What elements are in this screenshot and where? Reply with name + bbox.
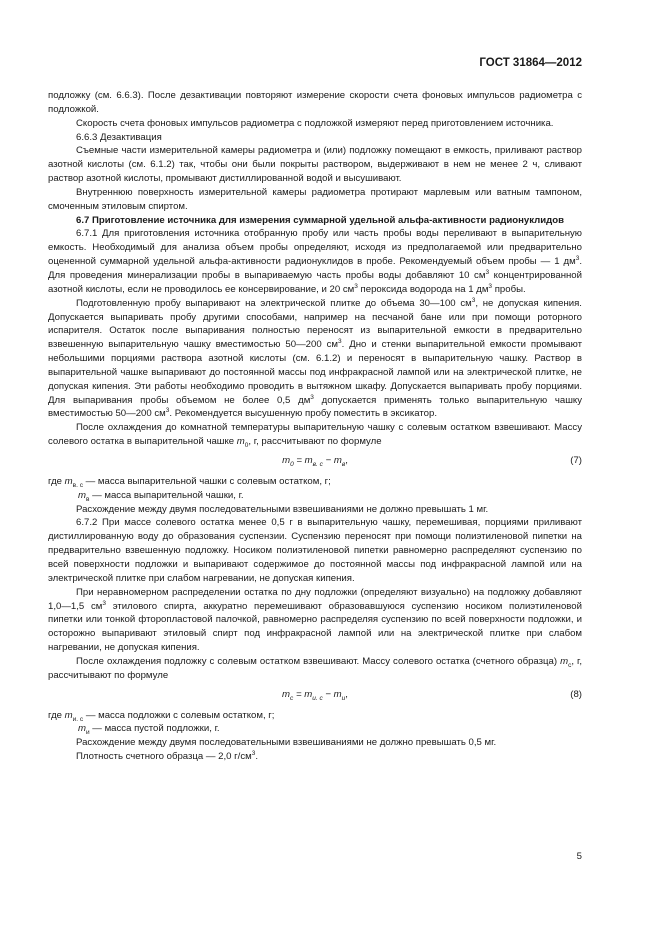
paragraph: Расхождение между двумя последовательными взвешиваниями не должно превышать 1 мг. xyxy=(76,503,489,515)
paragraph: Расхождение между двумя последовательными взвешиваниями не должно превышать 0,5 мг. xyxy=(76,737,497,749)
paragraph: После охлаждения подложку с солевым остатком взвешивают. Массу солевого остатка (счетного образца) $m_с$, г, рассчитывают по формуле xyxy=(48,655,583,681)
equation-8 xyxy=(48,688,582,704)
section-heading: 6.7 Приготовление источника для измерения суммарной удельной альфа-активности радионуклидов xyxy=(76,214,564,226)
document-body xyxy=(48,89,582,764)
paragraph: При неравномерном распределении остатка по дну подложки (определяют визуально) на подложку добавляют 1,0—1,5 $см^3$ этилового спирта, аккуратно перемешивают образовавшуюся суспензию носиком полиэтиленовой пипетки или тонкой фторопластовой палочкой, равномерно распределяя суспензию по всей поверхности подложки, и осторожно выпаривают этиловый спирт под инфракрасной лампой или на электрической плитке при слабом нагревании, не допуская кипения. xyxy=(48,586,582,654)
paragraph: После охлаждения до комнатной температуры выпарительную чашку с солевым остатком взвешивают. Массу солевого остатка в выпарительной чашке $m_0$, г, рассчитывают по формуле xyxy=(48,422,582,449)
equation-formula: $m_с = m_{и. с} - m_и$, xyxy=(282,688,348,702)
equation-7 xyxy=(48,454,582,470)
paragraph: Плотность счетного образца — 2,0 $г/см^3$. xyxy=(76,749,259,763)
paragraph: Внутреннюю поверхность измерительной камеры радиометра протирают марлевым или ватным тампоном, смоченным этиловым спиртом. xyxy=(48,186,582,212)
paragraph: подложку (см. 6.6.3). После дезактивации повторяют измерение скорости счета фоновых импульсов радиометра с подложкой. xyxy=(48,90,582,115)
page-number: 5 xyxy=(576,851,582,862)
definition-line: где $m_{в. с}$ — масса выпарительной чашки с солевым остатком, г; xyxy=(48,475,331,489)
definition-line: $m_и$ — масса пустой подложки, г. xyxy=(78,723,220,737)
definition-line: $m_в$ — масса выпарительной чашки, г. xyxy=(78,489,244,503)
paragraph: Съемные части измерительной камеры радиометра и (или) подложку помещают в емкость, приливают раствор азотной кислоты (см. 6.1.2) так, чтобы они были покрыты раствором, выдерживают в нем не менее 2 ч, сливают раствор азотной кислоты, промывают дистиллированной водой и высушивают. xyxy=(48,145,582,185)
subsection-heading: 6.6.3 Дезактивация xyxy=(76,131,162,143)
equation-number: (8) xyxy=(570,688,582,700)
paragraph: Скорость счета фоновых импульсов радиометра с подложкой измеряют перед приготовлением источника. xyxy=(76,117,554,129)
document-code-header: ГОСТ 31864—2012 xyxy=(479,57,582,69)
equation-number: (7) xyxy=(570,454,582,466)
paragraph: Подготовленную пробу выпаривают на электрической плитке до объема 30—100 $см^3$, не допуская кипения. Допускается выпаривать пробу другими способами, например на песчаной бане или при помощи роторного испарителя. Остаток после выпаривания полностью переносят из выпарительной емкости в предварительно взвешенную выпарительную чашку вместимостью 50—200 $см^3$. Дно и стенки выпарительной емкости промывают небольшими порциями раствора азотной кислоты (см. 6.1.2) и переносят в выпарительную чашку. Раствор в выпарительной чашке выпаривают до постоянной массы под инфракрасной лампой или на электрической плитке, не допуская кипения. Эти работы необходимо проводить в вытяжном шкафу. Допускается выпаривать пробу порциями. Для выпаривания пробы объемом не более 0,5 $дм^3$ допускается применять только выпарительную чашку вместимостью 50—200 $см^3$. Рекомендуется высушенную пробу поместить в эксикатор. xyxy=(48,296,582,420)
paragraph: 6.7.2 При массе солевого остатка менее 0,5 г в выпарительную чашку, перемешивая, порциями приливают дистиллированную воду до образования суспензии. Суспензию переносят при помощи полиэтиленовой пипетки на предварительно взвешенную подложку. Носиком полиэтиленовой пипетки равномерно распределяют суспензию по всей поверхности подложки и выпаривают содержимое до постоянной массы под инфракрасной лампой или на электрической плитке при слабом нагревании, не допуская кипения. xyxy=(48,517,582,584)
definition-line: где $m_{и. с}$ — масса подложки с солевым остатком, г; xyxy=(48,709,275,723)
paragraph: 6.7.1 Для приготовления источника отобранную пробу или часть пробы воды переливают в выпарительную емкость. Необходимый для анализа объем пробы определяют, исходя из предполагаемой или предварительно оцененной суммарной удельной альфа-активности радионуклидов в пробе. Рекомендуемый объем пробы — 1 $дм^3$. Для проведения минерализации пробы в выпариваемую часть пробы воды добавляют 10 $см^3$ концентрированной азотной кислоты, если не проводилось ее консервирование, и 20 $см^3$ пероксида водорода на 1 $дм^3$ пробы. xyxy=(48,228,582,295)
equation-formula: $m_0 = m_{в. с} - m_в$, xyxy=(282,454,348,468)
